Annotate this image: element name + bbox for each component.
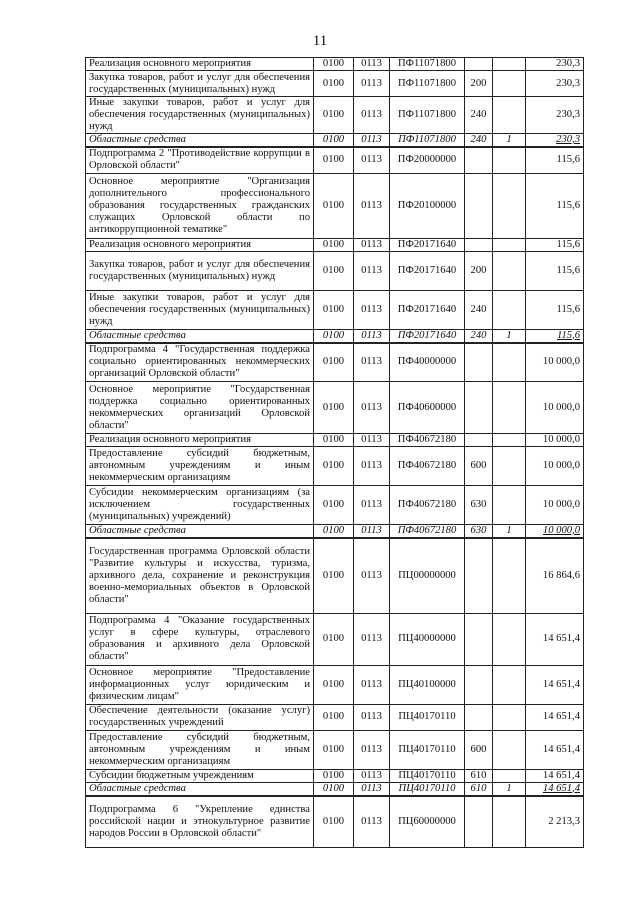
table-row (86, 447, 584, 486)
target-article-code: ПФ20171640 (390, 290, 465, 329)
row-amount: 10 000,0 (526, 525, 584, 539)
funding-source-code (493, 382, 526, 434)
vedomstvo-code: 0100 (314, 329, 354, 343)
razdel-code: 0113 (354, 71, 390, 97)
row-name: Областные средства (86, 134, 314, 148)
target-article-code: ПФ20171640 (390, 329, 465, 343)
razdel-code: 0113 (354, 251, 390, 290)
budget-table (85, 57, 584, 848)
row-amount: 115,6 (526, 329, 584, 343)
table-row (86, 769, 584, 782)
row-amount: 10 000,0 (526, 434, 584, 447)
row-amount: 230,3 (526, 58, 584, 71)
razdel-code: 0113 (354, 134, 390, 148)
funding-source-code: 1 (493, 525, 526, 539)
vedomstvo-code: 0100 (314, 434, 354, 447)
row-name: Областные средства (86, 782, 314, 796)
expense-type-code (465, 238, 493, 251)
row-amount: 14 651,4 (526, 665, 584, 704)
razdel-code: 0113 (354, 343, 390, 382)
expense-type-code: 240 (465, 290, 493, 329)
vedomstvo-code: 0100 (314, 796, 354, 848)
vedomstvo-code: 0100 (314, 238, 354, 251)
expense-type-code: 600 (465, 447, 493, 486)
expense-type-code: 200 (465, 251, 493, 290)
vedomstvo-code: 0100 (314, 769, 354, 782)
funding-source-code (493, 434, 526, 447)
table-row (86, 665, 584, 704)
funding-source-code (493, 613, 526, 665)
target-article-code: ПФ20171640 (390, 238, 465, 251)
table-row (86, 382, 584, 434)
row-name: Подпрограмма 4 "Государственная поддержка социально ориентированных некоммерческих организаций Орловской области" (86, 343, 314, 382)
funding-source-code: 1 (493, 134, 526, 148)
vedomstvo-code: 0100 (314, 97, 354, 134)
funding-source-code (493, 251, 526, 290)
target-article-code: ПЦ40170110 (390, 782, 465, 796)
table-row (86, 238, 584, 251)
target-article-code: ПФ11071800 (390, 71, 465, 97)
row-amount: 115,6 (526, 290, 584, 329)
row-name: Государственная программа Орловской области "Развитие культуры и искусства, туризма, архивного дела, сохранение и реконструкция военно-мемориальных объектов в Орловской области" (86, 538, 314, 613)
target-article-code: ПЦ60000000 (390, 796, 465, 848)
row-name: Субсидии бюджетным учреждениям (86, 769, 314, 782)
row-name: Основное мероприятие "Предоставление информационных услуг юридическим и физическим лицам" (86, 665, 314, 704)
row-name: Областные средства (86, 525, 314, 539)
target-article-code: ПФ20000000 (390, 147, 465, 173)
target-article-code: ПФ40672180 (390, 486, 465, 525)
funding-source-code (493, 290, 526, 329)
vedomstvo-code: 0100 (314, 147, 354, 173)
expense-type-code (465, 173, 493, 238)
target-article-code: ПФ20171640 (390, 251, 465, 290)
table-row (86, 525, 584, 539)
table-row (86, 290, 584, 329)
table-row (86, 147, 584, 173)
row-name: Основное мероприятие "Государственная поддержка социально ориентированных некоммерческих организаций Орловской области" (86, 382, 314, 434)
vedomstvo-code: 0100 (314, 343, 354, 382)
row-amount: 10 000,0 (526, 343, 584, 382)
expense-type-code: 200 (465, 71, 493, 97)
target-article-code: ПФ40672180 (390, 525, 465, 539)
expense-type-code: 600 (465, 730, 493, 769)
funding-source-code (493, 173, 526, 238)
expense-type-code (465, 665, 493, 704)
row-name: Обеспечение деятельности (оказание услуг) государственных учреждений (86, 704, 314, 730)
vedomstvo-code: 0100 (314, 525, 354, 539)
row-name: Основное мероприятие "Организация дополнительного профессионального образования государственных гражданских служащих Орловской области по антикоррупционной тематике" (86, 173, 314, 238)
vedomstvo-code: 0100 (314, 58, 354, 71)
target-article-code: ПФ11071800 (390, 134, 465, 148)
page-number: 11 (312, 33, 328, 49)
expense-type-code: 630 (465, 486, 493, 525)
table-row (86, 97, 584, 134)
funding-source-code (493, 238, 526, 251)
razdel-code: 0113 (354, 97, 390, 134)
razdel-code: 0113 (354, 796, 390, 848)
expense-type-code (465, 147, 493, 173)
vedomstvo-code: 0100 (314, 173, 354, 238)
table-row (86, 796, 584, 848)
razdel-code: 0113 (354, 782, 390, 796)
row-amount: 16 864,6 (526, 538, 584, 613)
razdel-code: 0113 (354, 613, 390, 665)
row-amount: 230,3 (526, 134, 584, 148)
row-amount: 14 651,4 (526, 704, 584, 730)
expense-type-code (465, 382, 493, 434)
table-row (86, 329, 584, 343)
row-name: Иные закупки товаров, работ и услуг для обеспечения государственных (муниципальных) нужд (86, 97, 314, 134)
row-name: Реализация основного мероприятия (86, 238, 314, 251)
target-article-code: ПЦ40000000 (390, 613, 465, 665)
razdel-code: 0113 (354, 58, 390, 71)
funding-source-code (493, 704, 526, 730)
expense-type-code (465, 538, 493, 613)
row-amount: 14 651,4 (526, 782, 584, 796)
vedomstvo-code: 0100 (314, 290, 354, 329)
vedomstvo-code: 0100 (314, 782, 354, 796)
target-article-code: ПЦ00000000 (390, 538, 465, 613)
row-name: Предоставление субсидий бюджетным, автономным учреждениям и иным некоммерческим организациям (86, 447, 314, 486)
row-amount: 115,6 (526, 173, 584, 238)
funding-source-code: 1 (493, 329, 526, 343)
vedomstvo-code: 0100 (314, 704, 354, 730)
razdel-code: 0113 (354, 447, 390, 486)
vedomstvo-code: 0100 (314, 486, 354, 525)
expense-type-code: 240 (465, 329, 493, 343)
row-name: Подпрограмма 6 "Укрепление единства российской нации и этнокультурное развитие народов России в Орловской области" (86, 796, 314, 848)
row-name: Реализация основного мероприятия (86, 58, 314, 71)
funding-source-code (493, 796, 526, 848)
funding-source-code (493, 343, 526, 382)
razdel-code: 0113 (354, 538, 390, 613)
table-row (86, 134, 584, 148)
row-amount: 115,6 (526, 147, 584, 173)
row-amount: 10 000,0 (526, 486, 584, 525)
row-amount: 10 000,0 (526, 447, 584, 486)
funding-source-code (493, 769, 526, 782)
expense-type-code: 630 (465, 525, 493, 539)
row-amount: 10 000,0 (526, 382, 584, 434)
vedomstvo-code: 0100 (314, 382, 354, 434)
funding-source-code (493, 665, 526, 704)
vedomstvo-code: 0100 (314, 251, 354, 290)
expense-type-code: 240 (465, 97, 493, 134)
target-article-code: ПФ11071800 (390, 97, 465, 134)
funding-source-code (493, 538, 526, 613)
expense-type-code (465, 434, 493, 447)
table-row (86, 538, 584, 613)
row-name: Предоставление субсидий бюджетным, автономным учреждениям и иным некоммерческим организациям (86, 730, 314, 769)
row-name: Закупка товаров, работ и услуг для обеспечения государственных (муниципальных) нужд (86, 251, 314, 290)
row-amount: 230,3 (526, 71, 584, 97)
table-row (86, 704, 584, 730)
vedomstvo-code: 0100 (314, 613, 354, 665)
expense-type-code: 240 (465, 134, 493, 148)
table-row (86, 486, 584, 525)
razdel-code: 0113 (354, 704, 390, 730)
razdel-code: 0113 (354, 238, 390, 251)
row-name: Субсидии некоммерческим организациям (за исключением государственных (муниципальных) учреждений) (86, 486, 314, 525)
vedomstvo-code: 0100 (314, 538, 354, 613)
expense-type-code (465, 343, 493, 382)
razdel-code: 0113 (354, 382, 390, 434)
vedomstvo-code: 0100 (314, 447, 354, 486)
table-row (86, 251, 584, 290)
table-row (86, 71, 584, 97)
razdel-code: 0113 (354, 329, 390, 343)
target-article-code: ПЦ40170110 (390, 704, 465, 730)
table-row (86, 173, 584, 238)
funding-source-code (493, 486, 526, 525)
expense-type-code (465, 796, 493, 848)
target-article-code: ПЦ40170110 (390, 769, 465, 782)
row-name: Подпрограмма 2 "Противодействие коррупции в Орловской области" (86, 147, 314, 173)
target-article-code: ПФ20100000 (390, 173, 465, 238)
target-article-code: ПЦ40100000 (390, 665, 465, 704)
row-name: Областные средства (86, 329, 314, 343)
target-article-code: ПФ11071800 (390, 58, 465, 71)
expense-type-code (465, 613, 493, 665)
expense-type-code (465, 58, 493, 71)
vedomstvo-code: 0100 (314, 134, 354, 148)
row-name: Реализация основного мероприятия (86, 434, 314, 447)
row-name: Подпрограмма 4 "Оказание государственных услуг в сфере культуры, отраслевого образования и архивного дела Орловской области" (86, 613, 314, 665)
razdel-code: 0113 (354, 147, 390, 173)
target-article-code: ПФ40672180 (390, 447, 465, 486)
funding-source-code: 1 (493, 782, 526, 796)
row-amount: 14 651,4 (526, 613, 584, 665)
expense-type-code: 610 (465, 769, 493, 782)
razdel-code: 0113 (354, 486, 390, 525)
target-article-code: ПФ40000000 (390, 343, 465, 382)
target-article-code: ПФ40672180 (390, 434, 465, 447)
razdel-code: 0113 (354, 173, 390, 238)
table-row (86, 58, 584, 71)
expense-type-code: 610 (465, 782, 493, 796)
funding-source-code (493, 58, 526, 71)
target-article-code: ПФ40600000 (390, 382, 465, 434)
funding-source-code (493, 447, 526, 486)
razdel-code: 0113 (354, 730, 390, 769)
row-amount: 115,6 (526, 251, 584, 290)
table-row (86, 343, 584, 382)
funding-source-code (493, 730, 526, 769)
vedomstvo-code: 0100 (314, 71, 354, 97)
razdel-code: 0113 (354, 769, 390, 782)
table-row (86, 782, 584, 796)
expense-type-code (465, 704, 493, 730)
razdel-code: 0113 (354, 665, 390, 704)
razdel-code: 0113 (354, 290, 390, 329)
razdel-code: 0113 (354, 434, 390, 447)
table-row (86, 730, 584, 769)
row-amount: 14 651,4 (526, 730, 584, 769)
row-amount: 230,3 (526, 97, 584, 134)
target-article-code: ПЦ40170110 (390, 730, 465, 769)
table-row (86, 434, 584, 447)
razdel-code: 0113 (354, 525, 390, 539)
row-name: Иные закупки товаров, работ и услуг для обеспечения государственных (муниципальных) нужд (86, 290, 314, 329)
row-amount: 115,6 (526, 238, 584, 251)
vedomstvo-code: 0100 (314, 665, 354, 704)
vedomstvo-code: 0100 (314, 730, 354, 769)
funding-source-code (493, 147, 526, 173)
row-name: Закупка товаров, работ и услуг для обеспечения государственных (муниципальных) нужд (86, 71, 314, 97)
funding-source-code (493, 71, 526, 97)
funding-source-code (493, 97, 526, 134)
table-row (86, 613, 584, 665)
row-amount: 14 651,4 (526, 769, 584, 782)
row-amount: 2 213,3 (526, 796, 584, 848)
